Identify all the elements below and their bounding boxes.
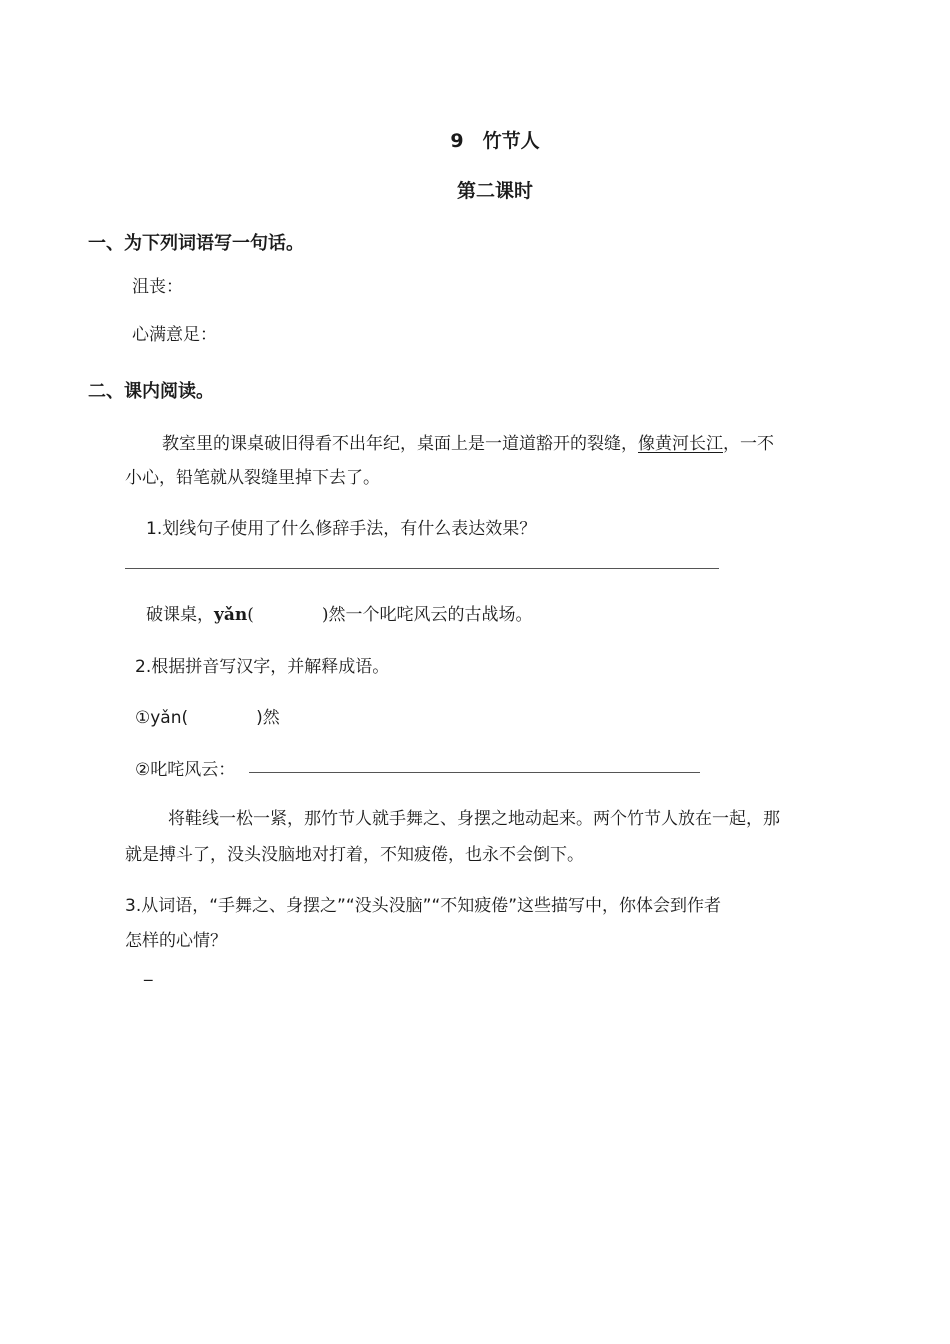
question-3-line1: 3.从词语，“手舞之、身摆之”“没头没脑”“不知疲倦”这些描写中，你体会到作者 xyxy=(125,896,722,916)
answer-line-2[interactable] xyxy=(249,772,700,773)
passage2-text-before: 破课桌， xyxy=(146,605,214,625)
passage2-text-after: ( )然一个叱咤风云的古战场。 xyxy=(247,605,533,625)
passage1-text-after: ，一不 xyxy=(723,434,774,454)
section2-heading: 二、课内阅读。 xyxy=(88,381,214,402)
answer-line-1[interactable] xyxy=(125,568,719,569)
answer-mark[interactable]: _ xyxy=(144,962,153,982)
lesson-title: 9 竹节人 xyxy=(450,130,540,152)
passage3-line2: 就是搏斗了，没头没脑地对打着，不知疲倦，也永不会倒下。 xyxy=(125,845,584,865)
passage2 xyxy=(146,600,533,625)
word-item-1: 沮丧： xyxy=(132,277,183,297)
lesson-subtitle: 第二课时 xyxy=(456,180,533,202)
underlined-sentence: 像黄河长江 xyxy=(638,434,723,454)
question-1: 1.划线句子使用了什么修辞手法，有什么表达效果？ xyxy=(146,519,537,539)
word-item-2: 心满意足： xyxy=(132,325,217,345)
passage1-line1 xyxy=(162,429,774,454)
question-2: 2.根据拼音写汉字，并解释成语。 xyxy=(135,657,390,677)
passage3-line1: 将鞋线一松一紧，那竹节人就手舞之、身摆之地动起来。两个竹节人放在一起，那 xyxy=(168,809,780,829)
pinyin-yan: yǎn xyxy=(214,605,248,625)
section1-heading: 一、为下列词语写一句话。 xyxy=(88,233,304,254)
passage1-text-before: 教室里的课桌破旧得看不出年纪，桌面上是一道道豁开的裂缝， xyxy=(162,434,638,454)
question-2a: ①yǎn( )然 xyxy=(135,708,280,728)
passage1-line2: 小心，铅笔就从裂缝里掉下去了。 xyxy=(125,468,380,488)
question-3-line2: 怎样的心情？ xyxy=(125,931,227,951)
question-2b: ②叱咤风云： xyxy=(135,760,236,780)
